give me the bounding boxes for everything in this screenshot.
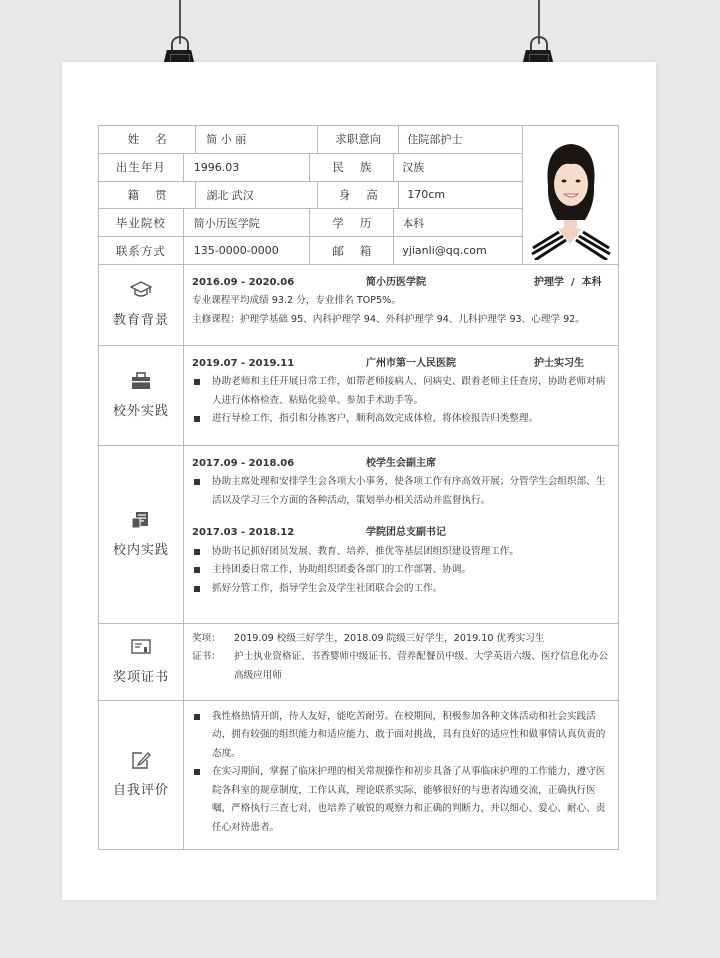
basic-info	[99, 126, 618, 264]
list-item: 抓好分管工作，指导学生会及学生社团联合会的工作。	[192, 580, 610, 599]
internal-date-2: 2017.03 - 2018.12	[192, 527, 295, 539]
name-label: 姓名	[99, 126, 196, 153]
list-item: 我性格热情开朗，待人友好，能吃苦耐劳。在校期间，积极参加各种文体活动和社会实践活动，拥有较强的组织能力和适应能力、敢于面对挑战，具有良好的适应性和做事情认真负责的态度。	[192, 708, 610, 764]
external-date: 2019.07 - 2019.11	[192, 357, 295, 369]
phone-label: 联系方式	[99, 237, 184, 264]
origin-label: 籍贯	[99, 182, 196, 209]
list-item: 协助老师和主任开展日常工作，如帮老师接病人、问病史、跟着老师主任查房，协助老师对病人进行体格检查、粘贴化验单、参加手术助手等。	[192, 373, 610, 410]
external-role: 护士实习生	[534, 357, 584, 369]
edit-icon	[130, 751, 152, 769]
email-label: 邮箱	[310, 237, 394, 264]
ethnicity-value: 汉族	[394, 154, 523, 181]
education-major: 护理学 / 本科	[534, 276, 602, 288]
list-item: 主持团委日常工作，协助组织团委各部门的工作部署、协调。	[192, 561, 610, 580]
degree-label: 学历	[310, 209, 394, 236]
education-section	[99, 264, 618, 345]
intention-value: 住院部护士	[399, 126, 523, 153]
education-title: 教育背景	[112, 313, 169, 329]
list-item: 协助书记抓好团员发展、教育、培养、推优等基层团组织建设管理工作。	[192, 543, 610, 562]
internal-date-1: 2017.09 - 2018.06	[192, 457, 295, 469]
degree-value: 本科	[394, 209, 523, 236]
birth-label: 出生年月	[99, 154, 184, 181]
email-value: yjianli@qq.com	[394, 237, 523, 264]
awards-title: 奖项证书	[112, 670, 169, 686]
education-school: 简小历医学院	[366, 276, 426, 288]
awards-label: 奖项：	[192, 632, 221, 644]
certs-text: 护士执业资格证、书香婴师中级证书、营养配餐员中级、大学英语六级、医疗信息化办公高级应用师	[234, 651, 609, 681]
internal-role-2: 学院团总支副书记	[366, 527, 446, 539]
profile-photo	[523, 126, 618, 260]
certs-label: 证书：	[192, 651, 221, 663]
intention-label: 求职意向	[318, 126, 399, 153]
document-icon	[130, 511, 152, 529]
awards-text: 2019.09 校级三好学生，2018.09 院级三好学生，2019.10 优秀实习生	[234, 632, 545, 644]
school-value: 简小历医学院	[184, 209, 311, 236]
birth-value: 1996.03	[184, 154, 311, 181]
self-evaluation-section	[99, 700, 618, 849]
awards-section	[99, 623, 618, 700]
phone-value: 135-0000-0000	[184, 237, 311, 264]
list-item: 进行导检工作，指引和分拣客户，顺利高效完成体检，将体检报告归类整理。	[192, 410, 610, 429]
ethnicity-label: 民族	[310, 154, 394, 181]
school-label: 毕业院校	[99, 209, 184, 236]
certificate-icon	[130, 638, 152, 656]
external-practice-section	[99, 345, 618, 445]
internal-practice-section	[99, 445, 618, 623]
list-item: 在实习期间，掌握了临床护理的相关常规操作和初步具备了从事临床护理的工作能力，遵守医院各科室的规章制度，工作认真，理论联系实际，能够很好的与患者沟通交流，正确执行医嘱，严格执行三查七对，也培养了敏锐的观察力和正确的判断力，并以细心、爱心、耐心、责任心对待患者。	[192, 763, 610, 837]
name-value: 简 小 丽	[196, 126, 318, 153]
origin-value: 湖北 武汉	[196, 182, 318, 209]
external-practice-title: 校外实践	[112, 403, 169, 419]
education-date: 2016.09 - 2020.06	[192, 276, 295, 288]
list-item: 协助主席处理和安排学生会各项大小事务，使各项工作有序高效开展；分管学生会组织部、生活以及学习三个方面的各种活动，策划举办相关活动并监督执行。	[192, 473, 610, 510]
internal-role-1: 校学生会副主席	[366, 457, 436, 469]
graduation-cap-icon	[130, 281, 152, 299]
external-org: 广州市第一人民医院	[366, 357, 456, 369]
internal-practice-title: 校内实践	[112, 542, 169, 558]
resume-table	[98, 125, 619, 850]
self-evaluation-title: 自我评价	[112, 783, 169, 799]
height-value: 170cm	[399, 182, 523, 209]
briefcase-icon	[130, 372, 152, 390]
height-label: 身高	[318, 182, 399, 209]
education-line-1: 专业课程平均成绩 93.2 分，专业排名 TOP5%。	[192, 295, 401, 307]
resume-paper	[62, 62, 656, 900]
education-line-2: 主修课程：护理学基础 95、内科护理学 94、外科护理学 94、儿科护理学 93、心理学 92。	[192, 313, 585, 325]
